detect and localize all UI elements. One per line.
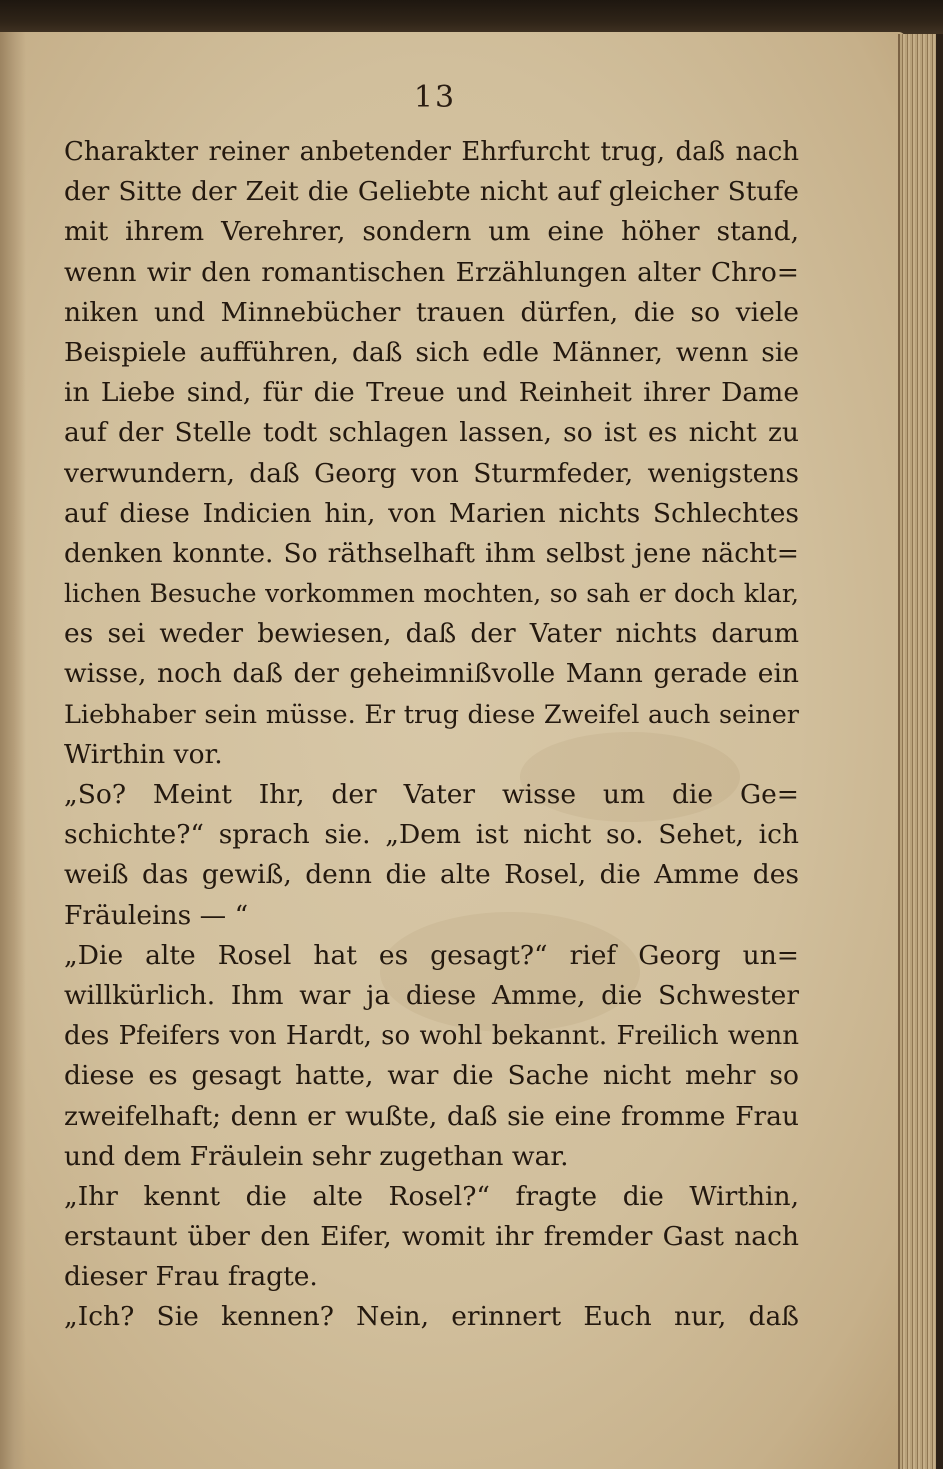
- body-text: [64, 132, 799, 1338]
- text-line: willkürlich. Ihm war ja diese Amme, die Schwester: [64, 979, 799, 1011]
- text-line: es sei weder bewiesen, daß der Vater nichts darum: [64, 618, 799, 650]
- text-line: „So? Meint Ihr, der Vater wisse um die Ge=: [64, 779, 799, 810]
- text-line: denken konnte. So räthselhaft ihm selbst jene nächt=: [64, 537, 799, 569]
- text-line: Fräuleins — “: [64, 899, 249, 931]
- text-line: lichen Besuche vorkommen mochten, so sah er doch klar,: [64, 579, 799, 609]
- text-line: verwundern, daß Georg von Sturmfeder, wenigstens: [64, 457, 799, 489]
- text-line: „Ich? Sie kennen? Nein, erinnert Euch nur, daß: [64, 1301, 799, 1333]
- text-line: Wirthin vor.: [64, 738, 223, 770]
- text-line: des Pfeifers von Hardt, so wohl bekannt. Freilich wenn: [64, 1021, 799, 1052]
- text-line: wisse, noch daß der geheimnißvolle Mann gerade ein: [64, 658, 799, 690]
- book-edge-shadow: [936, 34, 943, 1469]
- text-line: auf der Stelle todt schlagen lassen, so ist es nicht zu: [64, 417, 799, 449]
- text-line: Liebhaber sein müsse. Er trug diese Zweifel auch seiner: [64, 699, 799, 730]
- text-line: auf diese Indicien hin, von Marien nichts Schlechtes: [64, 497, 799, 529]
- text-line: wenn wir den romantischen Erzählungen alter Chro=: [64, 256, 799, 288]
- text-line: schichte?“ sprach sie. „Dem ist nicht so. Sehet, ich: [64, 819, 799, 851]
- text-line: zweifelhaft; denn er wußte, daß sie eine fromme Frau: [64, 1100, 799, 1132]
- text-line: diese es gesagt hatte, war die Sache nicht mehr so: [64, 1060, 799, 1092]
- text-line: „Ihr kennt die alte Rosel?“ fragte die Wirthin,: [64, 1180, 799, 1212]
- text-line: mit ihrem Verehrer, sondern um eine höher stand,: [64, 216, 799, 248]
- text-line: der Sitte der Zeit die Geliebte nicht auf gleicher Stufe: [64, 176, 799, 208]
- text-line: erstaunt über den Eifer, womit ihr fremder Gast nach: [64, 1221, 799, 1253]
- text-line: weiß das gewiß, denn die alte Rosel, die Amme des: [64, 859, 799, 891]
- page-number: 13: [413, 80, 457, 115]
- text-line: dieser Frau fragte.: [64, 1261, 318, 1293]
- text-line: Charakter reiner anbetender Ehrfurcht trug, daß nach: [64, 137, 799, 167]
- text-line: „Die alte Rosel hat es gesagt?“ rief Georg un=: [64, 939, 799, 971]
- text-line: Beispiele aufführen, daß sich edle Männer, wenn sie: [64, 336, 799, 368]
- text-line: in Liebe sind, für die Treue und Reinheit ihrer Dame: [64, 377, 799, 409]
- page-gutter: [0, 32, 26, 1469]
- text-line: niken und Minnebücher trauen dürfen, die so viele: [64, 296, 799, 328]
- text-line: und dem Fräulein sehr zugethan war.: [64, 1140, 569, 1172]
